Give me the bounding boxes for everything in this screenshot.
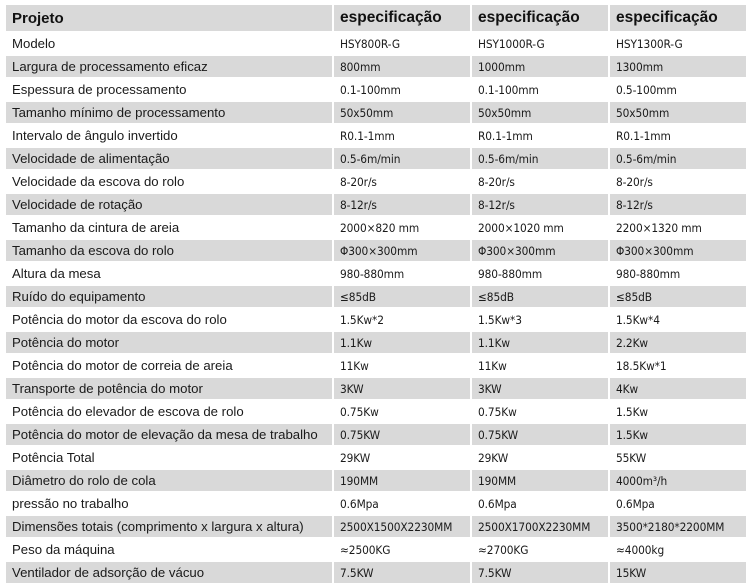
spec-value-cell: 1.5Kw*2 [334, 309, 470, 330]
spec-value-cell: 3500*2180*2200MM [610, 516, 746, 537]
spec-value-cell: 0.5-6m/min [610, 148, 746, 169]
table-row [6, 562, 746, 583]
row-label: Diâmetro do rolo de cola [6, 470, 332, 491]
spec-value-cell: 190MM [472, 470, 608, 491]
spec-value-cell: 0.6Mpa [610, 493, 746, 514]
row-label: Peso da máquina [6, 539, 332, 560]
table-row [6, 240, 746, 261]
spec-value-cell: ≤85dB [334, 286, 470, 307]
spec-value-cell: 0.6Mpa [334, 493, 470, 514]
spec-value-cell: ≈2700KG [472, 539, 608, 560]
row-label: Tamanho da cintura de areia [6, 217, 332, 238]
table-row [6, 171, 746, 192]
row-label: pressão no trabalho [6, 493, 332, 514]
spec-value-cell: R0.1-1mm [334, 125, 470, 146]
spec-value-cell: 8-12r/s [610, 194, 746, 215]
row-label: Espessura de processamento [6, 79, 332, 100]
spec-value-cell: ≈2500KG [334, 539, 470, 560]
header-spec-2: especificação [472, 5, 608, 31]
row-label: Potência do motor da escova do rolo [6, 309, 332, 330]
spec-value-cell: 4Kw [610, 378, 746, 399]
table-row [6, 424, 746, 445]
table-row [6, 355, 746, 376]
spec-value-cell: 15KW [610, 562, 746, 583]
table-row [6, 125, 746, 146]
spec-value-cell: 1.5Kw*3 [472, 309, 608, 330]
spec-value-cell: 8-20r/s [334, 171, 470, 192]
spec-value-cell: 1.5Kw [610, 424, 746, 445]
table-row [6, 102, 746, 123]
spec-value-cell: 1000mm [472, 56, 608, 77]
spec-value-cell: 50x50mm [472, 102, 608, 123]
table-row [6, 33, 746, 54]
spec-value-cell: ≤85dB [472, 286, 608, 307]
spec-value-cell: 1.1Kw [334, 332, 470, 353]
spec-value-cell: 8-20r/s [610, 171, 746, 192]
row-label: Potência do elevador de escova de rolo [6, 401, 332, 422]
spec-value-cell: 8-20r/s [472, 171, 608, 192]
spec-value-cell: 3KW [334, 378, 470, 399]
row-label: Potência Total [6, 447, 332, 468]
spec-value-cell: 1.5Kw*4 [610, 309, 746, 330]
spec-value-cell: 0.6Mpa [472, 493, 608, 514]
spec-value-cell: 1.1Kw [472, 332, 608, 353]
spec-value-cell: 8-12r/s [334, 194, 470, 215]
spec-value-cell: 2000×1020 mm [472, 217, 608, 238]
row-label: Velocidade de rotação [6, 194, 332, 215]
row-label: Altura da mesa [6, 263, 332, 284]
table-row [6, 493, 746, 514]
spec-value-cell: ≈4000kg [610, 539, 746, 560]
row-label: Modelo [6, 33, 332, 54]
row-label: Transporte de potência do motor [6, 378, 332, 399]
spec-value-cell: HSY1000R-G [472, 33, 608, 54]
spec-value-cell: Φ300×300mm [472, 240, 608, 261]
row-label: Ruído do equipamento [6, 286, 332, 307]
row-label: Tamanho da escova do rolo [6, 240, 332, 261]
spec-table [4, 3, 748, 585]
table-row [6, 263, 746, 284]
spec-value-cell: 1.5Kw [610, 401, 746, 422]
spec-value-cell: 980-880mm [334, 263, 470, 284]
spec-value-cell: 29KW [334, 447, 470, 468]
spec-table-body [6, 33, 746, 583]
spec-value-cell: 0.75KW [334, 424, 470, 445]
spec-value-cell: 11Kw [334, 355, 470, 376]
row-label: Largura de processamento eficaz [6, 56, 332, 77]
spec-value-cell: Φ300×300mm [610, 240, 746, 261]
spec-value-cell: 2000×820 mm [334, 217, 470, 238]
row-label: Potência do motor de elevação da mesa de trabalho [6, 424, 332, 445]
header-spec-3: especificação [610, 5, 746, 31]
spec-value-cell: 50x50mm [334, 102, 470, 123]
header-project: Projeto [6, 5, 332, 31]
spec-value-cell: 190MM [334, 470, 470, 491]
table-row [6, 401, 746, 422]
spec-value-cell: 55KW [610, 447, 746, 468]
spec-value-cell: 29KW [472, 447, 608, 468]
spec-value-cell: 0.1-100mm [472, 79, 608, 100]
table-row [6, 148, 746, 169]
table-row [6, 447, 746, 468]
spec-value-cell: HSY1300R-G [610, 33, 746, 54]
spec-value-cell: HSY800R-G [334, 33, 470, 54]
row-label: Intervalo de ângulo invertido [6, 125, 332, 146]
table-row [6, 286, 746, 307]
spec-value-cell: 11Kw [472, 355, 608, 376]
table-row [6, 332, 746, 353]
spec-value-cell: 0.1-100mm [334, 79, 470, 100]
spec-value-cell: Φ300×300mm [334, 240, 470, 261]
spec-value-cell: 7.5KW [334, 562, 470, 583]
row-label: Dimensões totais (comprimento x largura x altura) [6, 516, 332, 537]
table-row [6, 309, 746, 330]
table-row [6, 56, 746, 77]
row-label: Velocidade de alimentação [6, 148, 332, 169]
spec-value-cell: 3KW [472, 378, 608, 399]
spec-value-cell: 0.75KW [472, 424, 608, 445]
spec-value-cell: 0.5-6m/min [334, 148, 470, 169]
spec-value-cell: 980-880mm [472, 263, 608, 284]
spec-value-cell: 0.5-100mm [610, 79, 746, 100]
header-spec-1: especificação [334, 5, 470, 31]
spec-value-cell: 800mm [334, 56, 470, 77]
table-row [6, 470, 746, 491]
table-row [6, 539, 746, 560]
spec-value-cell: 980-880mm [610, 263, 746, 284]
spec-value-cell: 0.75Kw [334, 401, 470, 422]
spec-value-cell: 2.2Kw [610, 332, 746, 353]
spec-value-cell: 18.5Kw*1 [610, 355, 746, 376]
spec-value-cell: R0.1-1mm [472, 125, 608, 146]
spec-value-cell: 0.5-6m/min [472, 148, 608, 169]
row-label: Tamanho mínimo de processamento [6, 102, 332, 123]
row-label: Potência do motor de correia de areia [6, 355, 332, 376]
table-row [6, 194, 746, 215]
table-row [6, 217, 746, 238]
spec-value-cell: ≤85dB [610, 286, 746, 307]
spec-value-cell: R0.1-1mm [610, 125, 746, 146]
spec-value-cell: 2500X1500X2230MM [334, 516, 470, 537]
table-row [6, 79, 746, 100]
spec-value-cell: 8-12r/s [472, 194, 608, 215]
table-row [6, 516, 746, 537]
spec-value-cell: 0.75Kw [472, 401, 608, 422]
table-row [6, 378, 746, 399]
spec-value-cell: 2500X1700X2230MM [472, 516, 608, 537]
spec-value-cell: 50x50mm [610, 102, 746, 123]
spec-value-cell: 7.5KW [472, 562, 608, 583]
spec-value-cell: 2200×1320 mm [610, 217, 746, 238]
table-header-row [6, 5, 746, 31]
row-label: Ventilador de adsorção de vácuo [6, 562, 332, 583]
spec-value-cell: 4000m³/h [610, 470, 746, 491]
row-label: Velocidade da escova do rolo [6, 171, 332, 192]
row-label: Potência do motor [6, 332, 332, 353]
spec-value-cell: 1300mm [610, 56, 746, 77]
